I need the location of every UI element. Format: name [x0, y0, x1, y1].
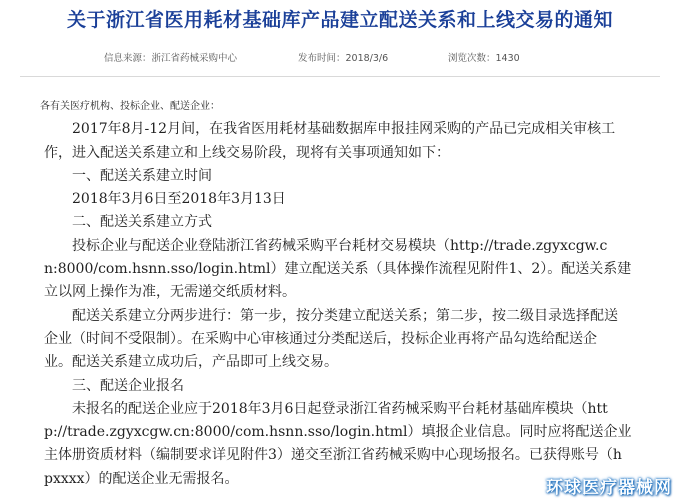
notice-body	[40, 95, 654, 491]
section-2-para-1-line: n:8000/com.hsnn.sso/login.html）建立配送关系（具体操作流程见附件1、2）。配送关系建	[44, 261, 632, 278]
section-3-line: 主体册资质材料（编制要求详见附件3）递交至浙江省药械采购中心现场报名。已获得账号（h	[44, 447, 622, 464]
section-1-text: 2018年3月6日至2018年3月13日	[72, 191, 286, 208]
info-source: 信息来源：浙江省药械采购中心	[104, 53, 238, 64]
divider	[20, 76, 660, 77]
intro-line: 2017年8月-12月间，在我省医用耗材基础数据库申报挂网采购的产品已完成相关审核工	[72, 121, 616, 138]
section-2-para-2-line: 企业（时间不受限制）。在采购中心审核通过分类配送后，投标企业再将产品勾选给配送企	[44, 330, 597, 347]
section-2-para-1-line: 投标企业与配送企业登陆浙江省药械采购平台耗材交易模块（http://trade.zgyxcgw.c	[72, 237, 608, 254]
section-2-para-2-line: 配送关系建立分两步进行：第一步，按分类建立配送关系；第二步，按二级目录选择配送	[72, 307, 618, 324]
section-3-line: pxxxx）的配送企业无需报名。	[44, 470, 239, 487]
publish-date: 发布时间：2018/3/6	[298, 53, 389, 64]
section-heading-3: 三、配送企业报名	[72, 377, 184, 394]
section-2-para-1-line: 立以网上操作为准，无需递交纸质材料。	[44, 284, 296, 301]
salutation: 各有关医疗机构、投标企业、配送企业：	[40, 101, 220, 112]
notice-title: 关于浙江省医用耗材基础库产品建立配送关系和上线交易的通知	[66, 9, 613, 31]
site-watermark: 环球医疗器械网	[546, 478, 672, 498]
section-3-line: p://trade.zgyxcgw.cn:8000/com.hsnn.sso/login.html）填报企业信息。同时应将配送企业	[44, 424, 632, 441]
view-count: 浏览次数：1430	[448, 53, 520, 64]
section-3-line: 未报名的配送企业应于2018年3月6日起登录浙江省药械采购平台耗材基础库模块（htt	[72, 400, 608, 417]
section-heading-2: 二、配送关系建立方式	[72, 214, 212, 231]
section-heading-1: 一、配送关系建立时间	[72, 167, 212, 184]
notice-meta	[0, 50, 680, 66]
intro-line: 作，进入配送关系建立和上线交易阶段，现将有关事项通知如下：	[44, 144, 450, 161]
section-2-para-2-line: 业。配送关系建立成功后，产品即可上线交易。	[44, 354, 338, 371]
